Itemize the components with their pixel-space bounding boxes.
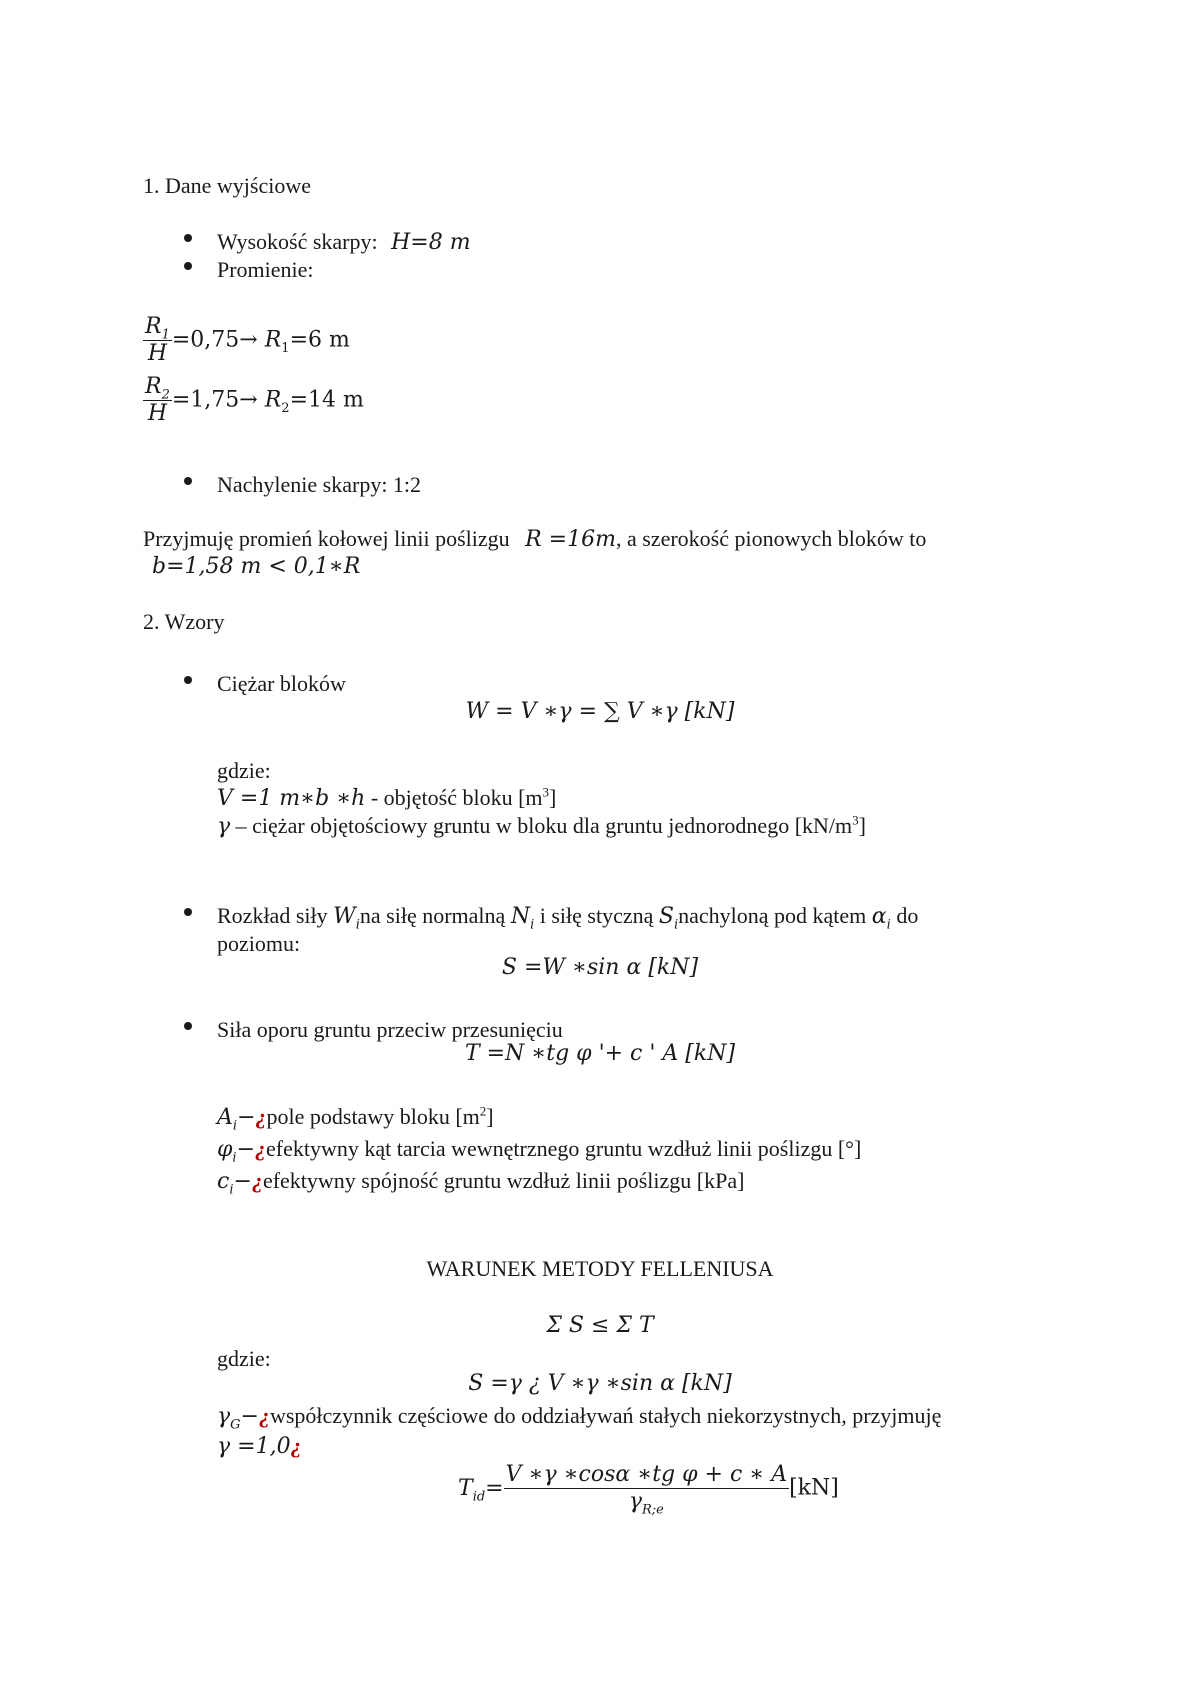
assumption-line-1: Przyjmuję promień kołowej linii poślizgu R =16m, a szerokość pionowych bloków to xyxy=(143,526,927,552)
resistance-formula: T =N ∗tg φ '+ c ' A [kN] xyxy=(464,1041,736,1066)
assumption-line-2: b=1,58 m < 0,1∗R xyxy=(152,554,361,579)
design-shear-formula: S =γ ¿ V ∗γ ∗sin α [kN] xyxy=(468,1371,732,1396)
gamma-g-definition: $\gamma_G-¿współczynnik$ częściowe do oddziaływań stałych niekorzystnych, przyjmuję xyxy=(217,1403,942,1433)
gamma-g-value: γ =1,0¿ xyxy=(217,1433,302,1459)
fellenius-heading: WARUNEK METODY FELLENIUSA xyxy=(426,1256,774,1281)
radii-label: Promienie: xyxy=(217,257,314,282)
gdzie-label: gdzie: xyxy=(217,758,271,783)
gdzie-label: gdzie: xyxy=(217,1346,271,1371)
bullet-icon xyxy=(184,676,192,684)
volume-definition: V =1 m∗b ∗h - objętość bloku $[m^3]$ xyxy=(217,784,557,811)
equation-r1: $\frac{R_1}{H}$ $=0,75\to R_1=6$ m xyxy=(145,314,350,366)
resistance-label: Siła oporu gruntu przeciw przesunięciu xyxy=(217,1017,563,1042)
weight-formula: W = V ∗γ = ∑ V ∗γ [kN] xyxy=(465,699,735,724)
bullet-icon xyxy=(184,477,192,485)
friction-angle-definition: $\varphi_i-¿efektywny$ kąt tarcia wewnętrznego gruntu wzdłuż linii poślizgu [°] xyxy=(217,1136,862,1166)
slope-item: Nachylenie skarpy: 1:2 xyxy=(217,472,422,497)
area-definition: $A_i-¿pole$ podstawy bloku $[m^2]$ xyxy=(217,1103,494,1134)
fraction: $\frac{R_1}{H}$ xyxy=(145,314,170,366)
height-item xyxy=(217,228,471,257)
shear-force-formula: S =W ∗sin α [kN] xyxy=(501,955,699,980)
bullet-icon xyxy=(184,908,192,916)
section-2-heading: 2. Wzory xyxy=(143,609,225,634)
unit-weight-definition: γ – ciężar objętościowy gruntu w bloku dla gruntu jednorodnego $[kN/m^3]$ xyxy=(217,812,866,839)
fellenius-condition: Σ S ≤ Σ T xyxy=(546,1313,654,1338)
cohesion-definition: $c_i-¿efektywny$ spójność gruntu wzdłuż linii poślizgu [kPa] xyxy=(217,1168,745,1198)
fraction: $\frac{\text{V ∗γ ∗cosα ∗tg φ + c ∗ A}}{\gamma_{R;e}}$ xyxy=(505,1462,788,1518)
decomposition-line-2: poziomu: xyxy=(217,931,301,956)
weight-label: Ciężar bloków xyxy=(217,671,346,696)
height-value: H=8 m xyxy=(391,230,471,255)
decomposition-line-1: Rozkład siły $W_ina$ siłę normalną $N_i$ i siłę styczną $S_inachyloną$ pod kątem $\alpha_i$ do xyxy=(217,903,919,933)
design-resistance-formula: $T_{id}=$ $\frac{\text{V ∗γ ∗cosα ∗tg φ + c ∗ A}}{\gamma_{R;e}}$ [kN] xyxy=(458,1462,839,1518)
bullet-icon xyxy=(184,1022,192,1030)
bullet-icon xyxy=(184,234,192,242)
section-1-heading: 1. Dane wyjściowe xyxy=(143,173,312,198)
height-label: Wysokość skarpy: xyxy=(217,229,378,254)
equation-r2: $\frac{R_2}{H}$ $=1,75\to R_2=14$ m xyxy=(145,374,364,426)
fraction: $\frac{R_2}{H}$ xyxy=(145,374,170,426)
bullet-icon xyxy=(184,262,192,270)
